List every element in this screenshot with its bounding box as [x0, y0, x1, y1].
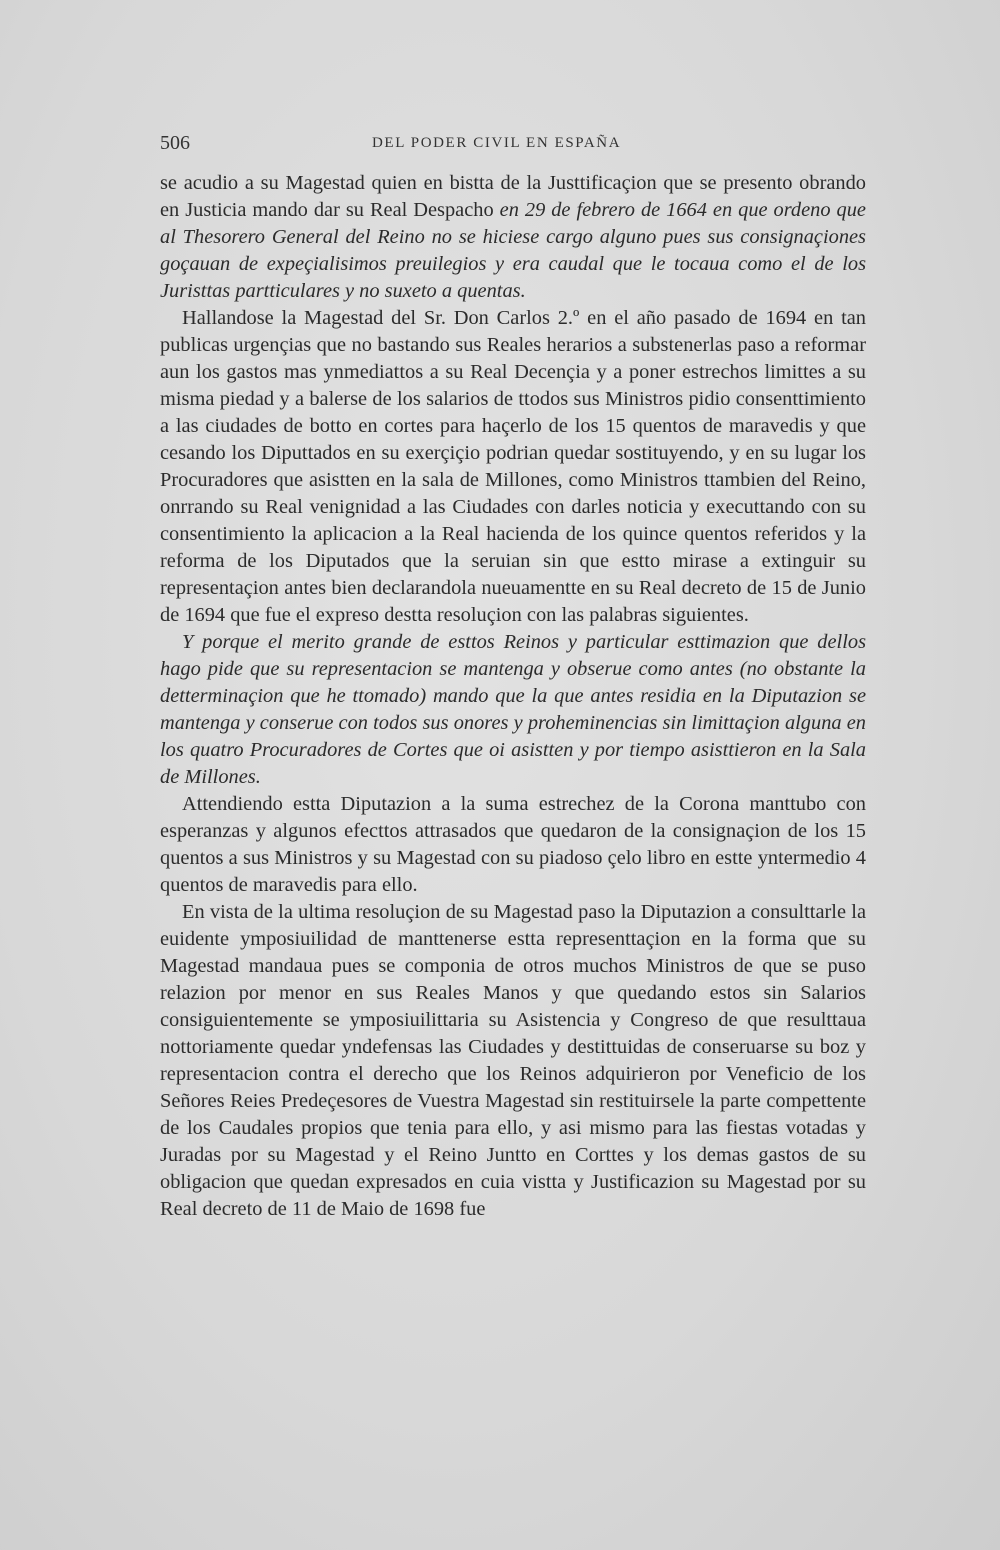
body-text	[160, 170, 866, 1223]
paragraph-1-roman: se acudio a su Magestad quien en bistta de la Justtificaçion que se presento obrando en Justicia mando dar su Real Despacho	[160, 172, 866, 221]
paragraph-3-quotation: Y porque el merito grande de esttos Reinos y particular esttimazion que dellos hago pide que su representacion se mantenga y obserue como antes (no obstante la detterminaçion que he ttomado) mando que la que antes residia en la Diputazion se mantenga y conserue con todos sus onores y proheminencias sin limittaçion alguna en los quatro Procuradores de Cortes que oi asistten y por tiempo asisttieron en la Sala de Millones.	[160, 631, 866, 788]
paragraph-1-italic: en 29 de febrero de 1664 en que ordeno que al Thesorero General del Reino no se hiciese cargo alguno pues sus consignaçiones goçauan de expeçialisimos preuilegios y era caudal que le tocaua como el de los Juristtas partticulares y no suxeto a quentas.	[160, 199, 866, 302]
paragraph-4: Attendiendo estta Diputazion a la suma estrechez de la Corona manttubo con esperanzas y algunos efecttos attrasados que quedaron de la consignaçion de los 15 quentos a sus Ministros y su Magestad con su piadoso çelo libro en estte yntermedio 4 quentos de maravedis para ello.	[160, 793, 866, 896]
paragraph-2: Hallandose la Magestad del Sr. Don Carlos 2.º en el año pasado de 1694 en tan publicas urgençias que no bastando sus Reales herarios a substenerlas paso a reformar aun los gastos mas ynmediattos a su Real Decençia y a poner estrechos limittes a su misma piedad y a balerse de los salarios de ttodos sus Ministros pidio consenttimiento a las ciudades de botto en cortes para haçerlo de los 15 quentos de maravedis y que cesando los Diputtados en su exerçiçio podrian quedar sostituyendo, y en su lugar los Procuradores que asistten en la sala de Millones, como Ministros ttambien del Reino, onrrando su Real venignidad a las Ciudades con darles noticia y executtando con su consentimiento la aplicacion a la Real hacienda de los quince quentos referidos y la reforma de los Diputados que la seruian sin que estto mirase a extinguir su representaçion antes bien declarandola nueuamentte en su Real decreto de 15 de Junio de 1694 que fue el expreso destta resoluçion con las palabras siguientes.	[160, 307, 866, 626]
page-header	[160, 132, 866, 158]
paragraph-1	[160, 170, 866, 305]
paragraph-5: En vista de la ultima resoluçion de su Magestad paso la Diputazion a consulttarle la euidente ymposiuilidad de manttenerse estta representtaçion en la forma que su Magestad mandaua pues se componia de otros muchos Ministros de que se puso relazion por menor en sus Reales Manos y que quedando estos sin Salarios consiguientemente se ymposiuilittaria su Asistencia y Congreso de que resulttaua nottoriamente quedar yndefensas las Ciudades y destittuidas de conseruarse su boz y representacion contra el derecho que los Reinos adquirieron por Veneficio de los Señores Reies Predeçesores de Vuestra Magestad sin restituirsele la parte compettente de los Caudales propios que tenia para ello, y asi mismo para las fiestas votadas y Juradas por su Magestad y el Reino Juntto en Corttes y los demas gastos de su obligacion que quedan expresados en cuia vistta y Justificazion su Magestad por su Real decreto de 11 de Maio de 1698 fue	[160, 901, 866, 1220]
page-number: 506	[160, 132, 190, 154]
running-head: DEL PODER CIVIL EN ESPAÑA	[372, 135, 622, 151]
